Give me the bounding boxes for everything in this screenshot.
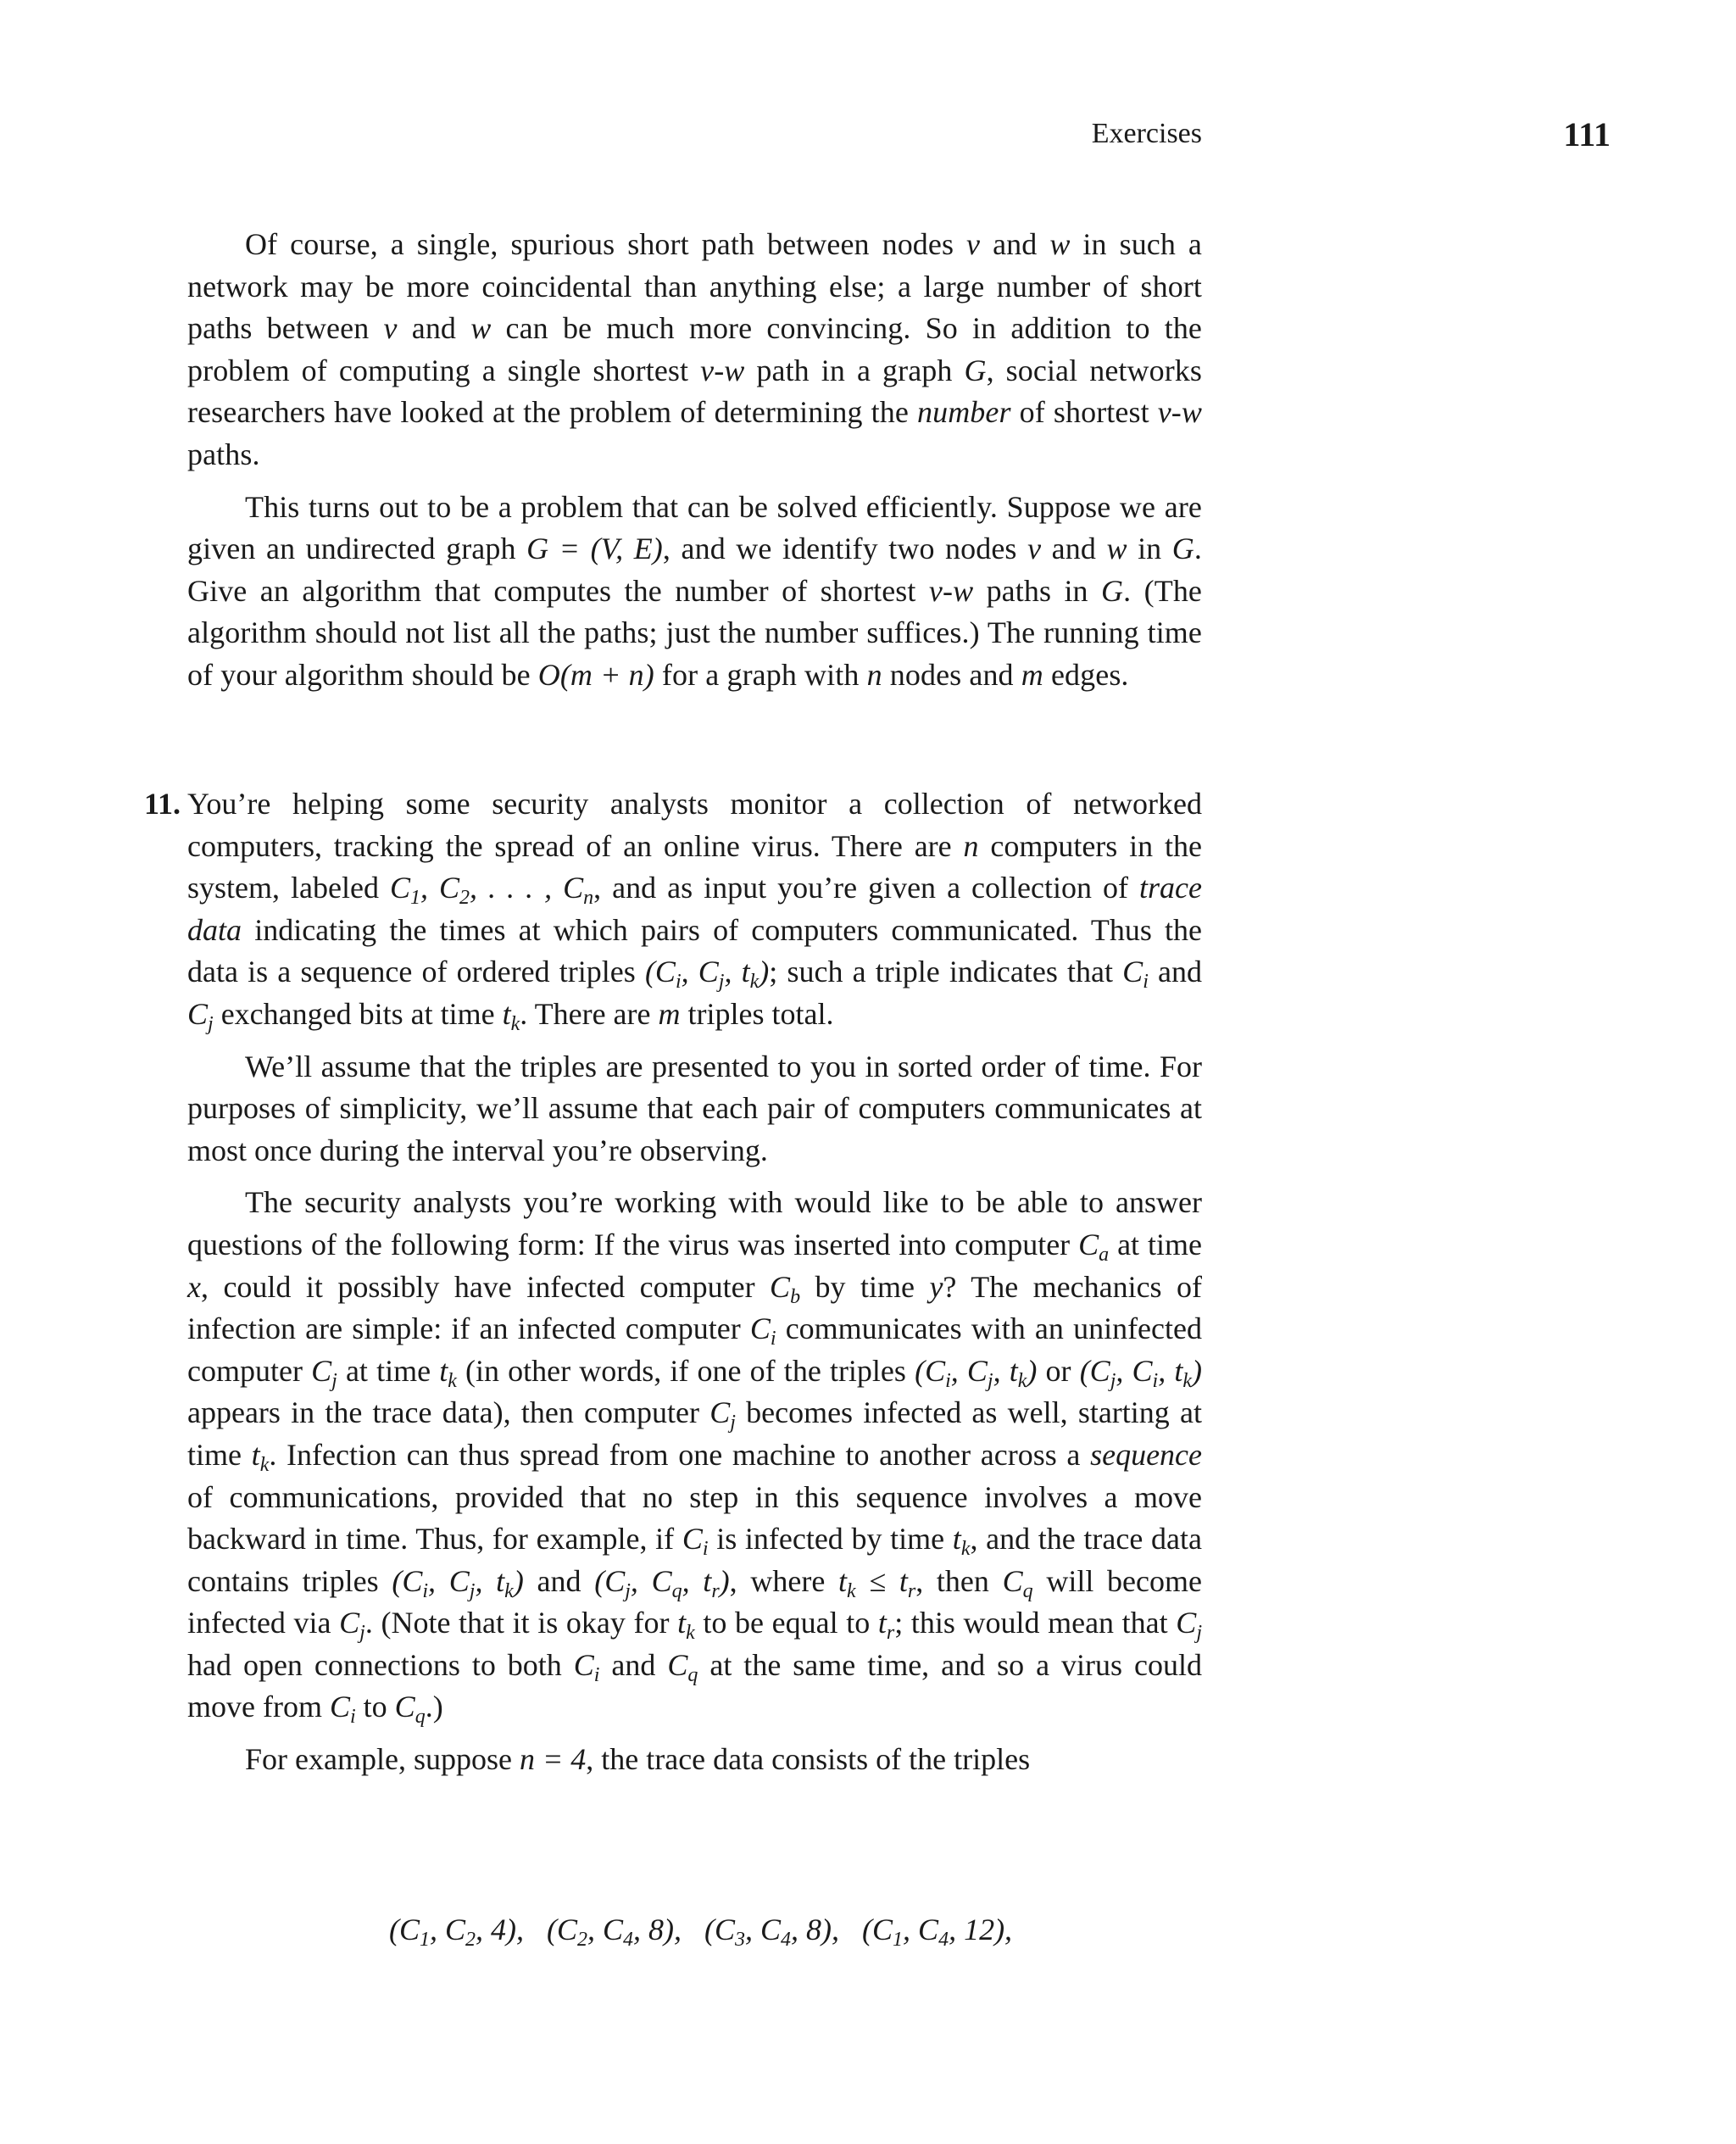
exercise-paragraph-2: We’ll assume that the triples are presented to you in sorted order of time. For purposes of simplicity, we’ll assume that each pair of computers communicates at most once during the interval you’re observing.: [187, 1049, 1202, 1167]
exercise-number: 11.: [143, 787, 181, 821]
running-head: Exercises: [1091, 118, 1202, 149]
exercise-11: [143, 783, 1203, 1791]
exercise-paragraph-4: For example, suppose n = 4, the trace data consists of the triples: [245, 1742, 1031, 1777]
intro-section: [187, 224, 1202, 707]
trace-triples-display: ($C_1$, $C_2$, 4), ($C_2$, $C_4$, 8), ($C_3$, $C_4$, 8), ($C_1$, $C_4$, 12),: [389, 1913, 1013, 1951]
exercise-paragraph-1: You’re helping some security analysts monitor a collection of networked computers, tracking the spread of an online virus. There are n computers in the system, labeled $C_1$, $C_2$, . . . , $C_n$, and as input you’re given a collection of trace data indicating the times at which pairs of computers communicated. Thus the data is a sequence of ordered triples ($C_i$, $C_j$, $t_k$); such a triple indicates that $C_i$ and $C_j$ exchanged bits at time $t_k$. There are m triples total.: [187, 787, 1203, 1035]
intro-paragraph-1: Of course, a single, spurious short path between nodes v and w in such a network may be more coincidental than anything else; a large number of short paths between v and w can be much more convincing. So in addition to the problem of computing a single shortest v-w path in a graph G, social networks researchers have looked at the problem of determining the number of shortest v-w paths.: [187, 227, 1203, 471]
intro-paragraph-2: This turns out to be a problem that can be solved efficiently. Suppose we are given an undirected graph G = (V, E), and we identify two nodes v and w in G. Give an algorithm that computes the number of shortest v-w paths in G. (The algorithm should not list all the paths; just the number suffices.) The running time of your algorithm should be O(m + n) for a graph with n nodes and m edges.: [187, 489, 1203, 692]
exercise-paragraph-3: The security analysts you’re working with would like to be able to answer questions of the following form: If the virus was inserted into computer $C_a$ at time x, could it possibly have infected computer $C_b$ by time y? The mechanics of infection are simple: if an infected computer $C_i$ communicates with an uninfected computer $C_j$ at time $t_k$ (in other words, if one of the triples ($C_i$, $C_j$, $t_k$) or ($C_j$, $C_i$, $t_k$) appears in the trace data), then computer $C_j$ becomes infected as well, starting at time $t_k$. Infection can thus spread from one machine to another across a sequence of communications, provided that no step in this sequence involves a move backward in time. Thus, for example, if $C_i$ is infected by time $t_k$, and the trace data contains triples ($C_i$, $C_j$, $t_k$) and ($C_j$, $C_q$, $t_r$), where $t_k \le t_r$, then $C_q$ will become infected via $C_j$. (Note that it is okay for $t_k$ to be equal to $t_r$; this would mean that $C_j$ had open connections to both $C_i$ and $C_q$ at the same time, and so a virus could move from $C_i$ to $C_q$.): [187, 1185, 1203, 1729]
page-number: 111: [1563, 115, 1611, 153]
